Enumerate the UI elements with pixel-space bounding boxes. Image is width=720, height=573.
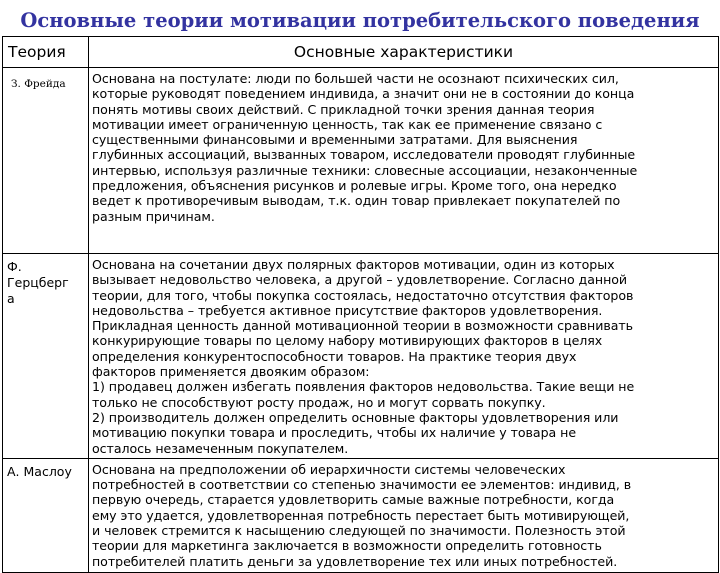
description-cell-freud <box>89 68 719 254</box>
description-line: ему это удается, удовлетворенная потребность перестает быть мотивирующей, <box>92 507 630 523</box>
table-row <box>3 458 719 572</box>
theory-cell-maslow <box>3 458 89 572</box>
header-cell-characteristics <box>89 37 719 68</box>
description-line: недовольства – требуется активное присутствие факторов удовлетворения. <box>92 302 603 318</box>
theory-cell-herzberg <box>3 254 89 459</box>
description-cell-maslow <box>89 458 719 572</box>
table-row <box>3 254 719 459</box>
description-line: потребностей в соответствии со степенью значимости ее элементов: индивид, в <box>92 477 632 493</box>
table-header-row <box>3 37 719 68</box>
theory-name-line: Ф. <box>7 259 22 274</box>
description-line: мотивации имеет ограниченную ценность, так как ее применение связано с <box>92 116 603 132</box>
description-line: понять мотивы своих действий. С прикладной точки зрения данная теория <box>92 101 595 117</box>
table-row <box>3 68 719 254</box>
theory-name <box>3 254 88 307</box>
description-line: конкурирующие товары по целому набору мотивирующих факторов в целях <box>92 333 603 349</box>
description-cell-herzberg <box>89 254 719 459</box>
description-line: и человек стремится к насыщению следующей по значимости. Полезность этой <box>92 523 626 539</box>
theory-name-line: а <box>7 291 15 306</box>
description-line: вызывает недовольство человека, а другой – удовлетворение. Согласно данной <box>92 272 628 288</box>
description-line: Основана на сочетании двух полярных факторов мотивации, один из которых <box>92 257 615 272</box>
description-line: Основана на предположении об иерархичности системы человеческих <box>92 461 566 477</box>
description-line: осталось незамеченным покупателем. <box>92 440 349 456</box>
description-line: Основана на постулате: люди по большей части не осознают психических сил, <box>92 71 619 86</box>
description-line: интервью, используя различные техники: словесные ассоциации, незаконченные <box>92 162 638 178</box>
description-line: Прикладная ценность данной мотивационной теории в возможности сравнивать <box>92 318 634 334</box>
theory-name: З. Фрейда <box>11 78 66 90</box>
description-line: потребителей платить деньги за удовлетворение тех или иных потребностей. <box>92 553 618 569</box>
description-line: мотивацию покупки товара и проследить, чтобы их наличие у товара не <box>92 425 577 441</box>
theory-description <box>89 459 718 571</box>
theories-table <box>2 36 719 573</box>
description-line: ведет к противоречивым выводам, т.к. один товар привлекает покупателей по <box>92 193 621 209</box>
description-line: существенными финансовыми и временными затратами. Для выяснения <box>92 132 578 148</box>
header-theory: Теория <box>8 43 66 61</box>
theory-description <box>89 68 718 226</box>
theory-cell-freud <box>3 68 89 254</box>
header-cell-theory <box>3 37 89 68</box>
description-line: факторов применяется двояким образом: <box>92 364 370 380</box>
description-line: теории, для того, чтобы покупка состоялась, недостаточно отсутствия факторов <box>92 287 634 303</box>
description-line: определения конкурентоспособности товаров. На практике теория двух <box>92 348 577 364</box>
description-line: первую очередь, старается удовлетворить самые важные потребности, когда <box>92 492 615 508</box>
theory-description <box>89 254 718 458</box>
description-line: 2) производитель должен определить основные факторы удовлетворения или <box>92 409 619 425</box>
theory-name-line: Герцберг <box>7 275 69 290</box>
description-line: разным причинам. <box>92 208 215 224</box>
description-line: только не способствуют росту продаж, но и могут сорвать покупку. <box>92 394 546 410</box>
header-characteristics: Основные характеристики <box>293 43 514 61</box>
description-line: глубинных ассоциаций, вызванных товаром, исследователи проводят глубинные <box>92 147 636 163</box>
page-title: Основные теории мотивации потребительского поведения <box>20 9 700 32</box>
theory-name: А. Маслоу <box>7 463 72 479</box>
description-line: предложения, объяснения рисунков и ролевые игры. Кроме того, она нередко <box>92 178 617 194</box>
description-line: которые руководят поведением индивида, а значит они не в состоянии до конца <box>92 86 635 102</box>
description-line: теории для маркетинга заключается в возможности определить готовность <box>92 538 602 554</box>
description-line: 1) продавец должен избегать появления факторов недовольства. Такие вещи не <box>92 379 635 395</box>
